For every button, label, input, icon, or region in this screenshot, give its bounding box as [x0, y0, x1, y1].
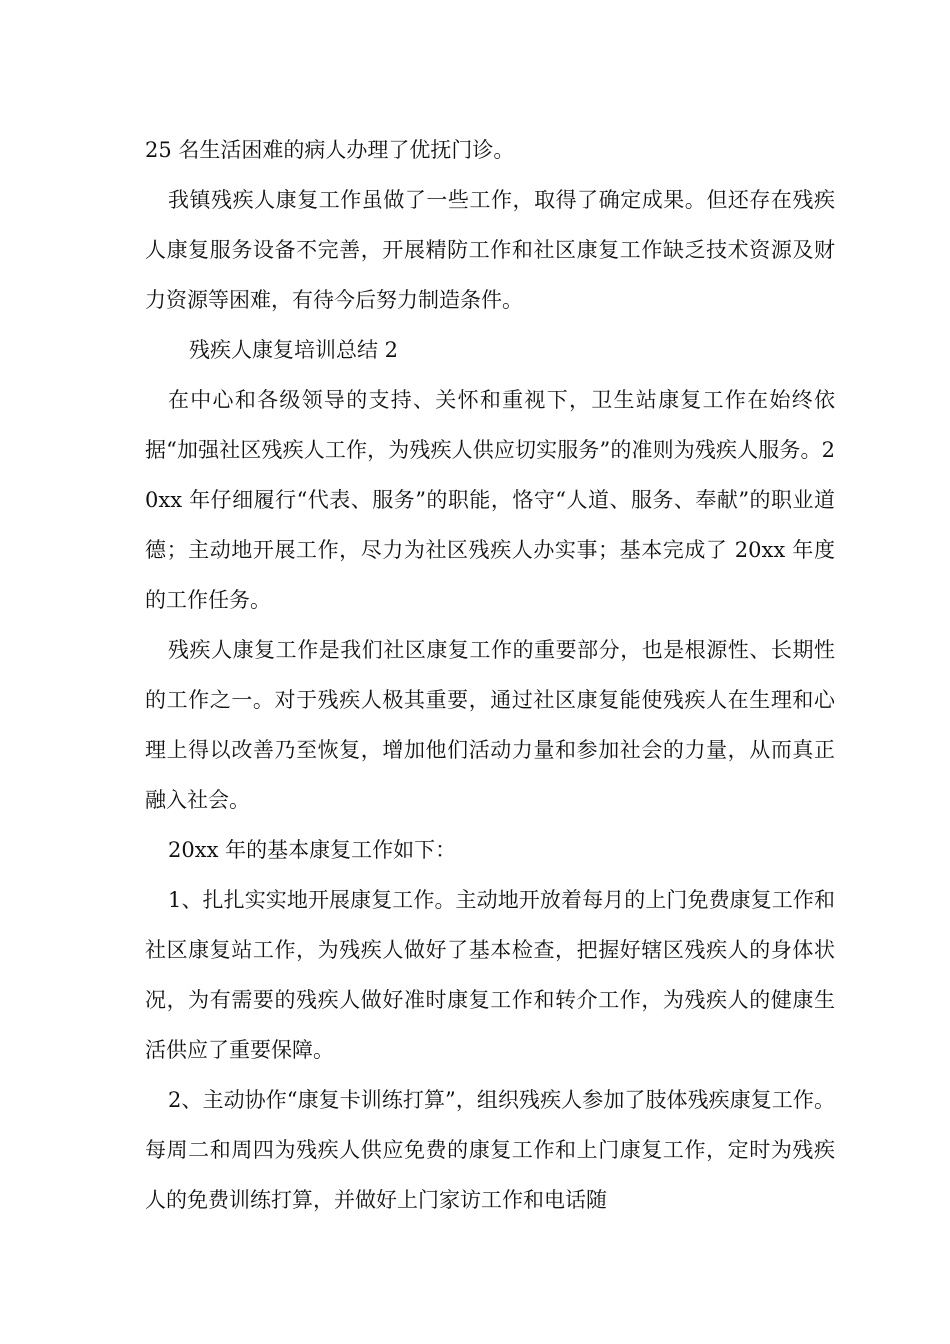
list-item-2: 2、主动协作“康复卡训练打算”，组织残疾人参加了肢体残疾康复工作。每周二和周四为残疾人供应免费的康复工作和上门康复工作，定时为残疾人的免费训练打算，并做好上门家访工作和电话随 — [145, 1088, 835, 1212]
list-item-1: 1、扎扎实实地开展康复工作。主动地开放着每月的上门免费康复工作和社区康复站工作，为残疾人做好了基本检查，把握好辖区残疾人的身体状况，为有需要的残疾人做好准时康复工作和转介工作，为残疾人的健康生活供应了重要保障。 — [145, 888, 835, 1062]
section-heading: 残疾人康复培训总结 2 — [189, 338, 399, 362]
paragraph-work-list-intro: 20xx 年的基本康复工作如下： — [168, 838, 457, 862]
paragraph-rehab-summary: 我镇残疾人康复工作虽做了一些工作，取得了确定成果。但还存在残疾人康复服务设备不完善，开展精防工作和社区康复工作缺乏技术资源及财力资源等困难，有待今后努力制造条件。 — [145, 188, 835, 312]
paragraph-importance: 残疾人康复工作是我们社区康复工作的重要部分，也是根源性、长期性的工作之一。对于残疾人极其重要，通过社区康复能使残疾人在生理和心理上得以改善乃至恢复，增加他们活动力量和参加社会的力量，从而真正融入社会。 — [145, 638, 835, 812]
paragraph-intro: 在中心和各级领导的支持、关怀和重视下，卫生站康复工作在始终依据“加强社区残疾人工作，为残疾人供应切实服务”的准则为残疾人服务。20xx 年仔细履行“代表、服务”的职能，恪守“人道、服务、奉献”的职业道德；主动地开展工作，尽力为社区残疾人办实事；基本完成了 20xx 年度的工作任务。 — [145, 388, 835, 612]
paragraph-continuation: 25 名生活困难的病人办理了优抚门诊。 — [145, 138, 515, 162]
document-body — [145, 125, 835, 1225]
